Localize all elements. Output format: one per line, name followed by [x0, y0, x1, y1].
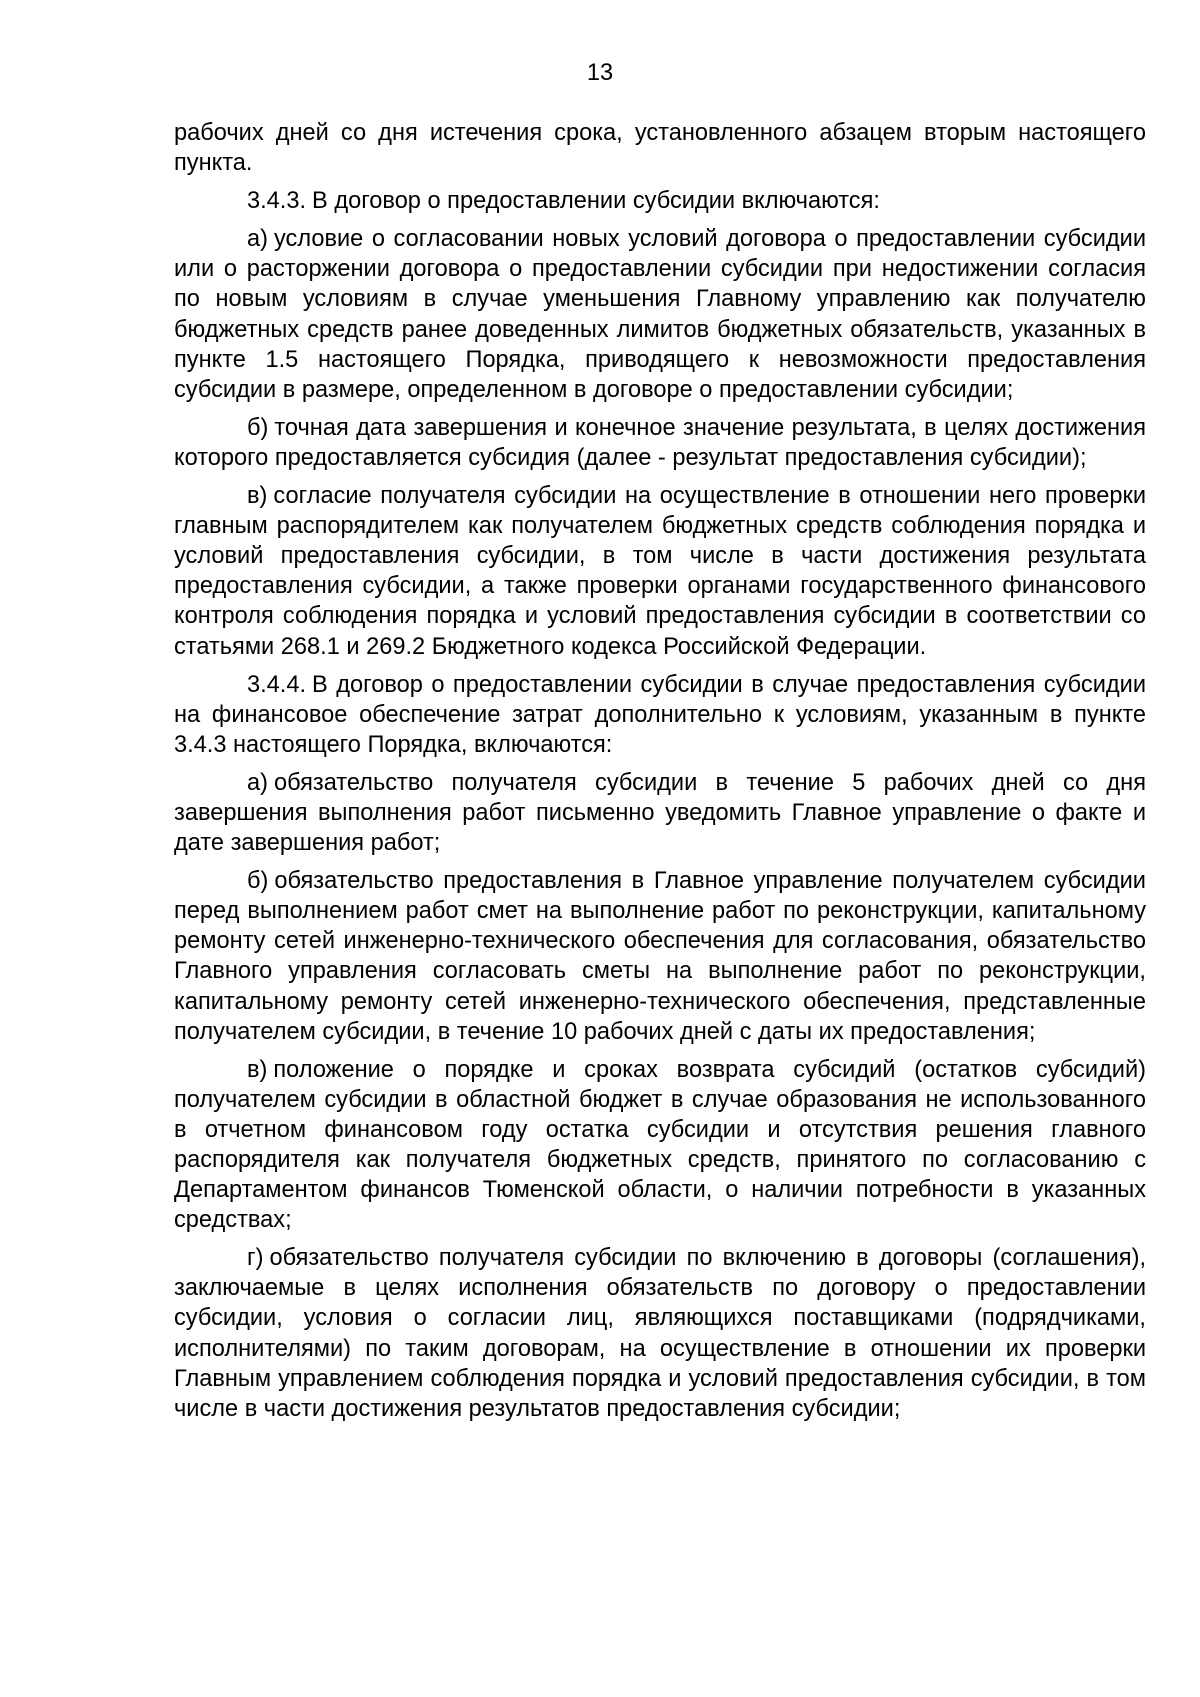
- paragraph-text: В договор о предоставлении субсидии включаются:: [312, 188, 880, 215]
- subclause-letter: б): [247, 414, 269, 441]
- subclause-letter: в): [247, 1056, 268, 1083]
- subclause-g: [174, 1243, 1146, 1424]
- subclause-b: [174, 413, 1146, 473]
- paragraph-text: обязательство предоставления в Главное управление получателем субсидии перед выполнением работ смет на выполнение работ по реконструкции, капитальному ремонту сетей инженерно-технического обеспечения для согласования, обязательство Главного управления согласовать сметы на выполнение работ по реконструкции, капитальному ремонту сетей инженерно-технического обеспечения, представленные получателем субсидии, в течение 10 рабочих дней с даты их предоставления;: [174, 868, 1146, 1045]
- subclause-letter: а): [247, 769, 268, 796]
- document-body: [174, 118, 1146, 1432]
- paragraph-continuation: [174, 118, 1146, 178]
- paragraph-text: В договор о предоставлении субсидии в случае предоставления субсидии на финансовое обеспечение затрат дополнительно к условиям, указанным в пункте 3.4.3 настоящего Порядка, включаются:: [174, 671, 1146, 758]
- paragraph-text: обязательство получателя субсидии в течение 5 рабочих дней со дня завершения выполнения работ письменно уведомить Главное управление о факте и дате завершения работ;: [174, 769, 1146, 857]
- paragraph-text: условие о согласовании новых условий договора о предоставлении субсидии или о расторжении договора о предоставлении субсидии при недостижении согласия по новым условиям в случае уменьшения Главному управлению как получателю бюджетных средств ранее доведенных лимитов бюджетных обязательств, указанных в пункте 1.5 настоящего Порядка, приводящего к невозможности предоставления субсидии в размере, определенном в договоре о предоставлении субсидии;: [174, 226, 1146, 403]
- subclause-letter: б): [247, 868, 269, 895]
- subclause-v: [174, 1055, 1146, 1236]
- subclause-b: [174, 866, 1146, 1047]
- subclause-letter: г): [247, 1245, 264, 1272]
- paragraph-text: положение о порядке и сроках возврата субсидий (остатков субсидий) получателем субсидии в областной бюджет в случае образования не использованного в отчетном финансовом году остатка субсидии и отсутствия решения главного распорядителя как получателя бюджетных средств, принятого по согласованию с Департаментом финансов Тюменской области, о наличии потребности в указанных средствах;: [174, 1056, 1146, 1234]
- clause-number: 3.4.4.: [247, 671, 307, 698]
- paragraph-text: согласие получателя субсидии на осуществление в отношении него проверки главным распорядителем как получателем бюджетных средств соблюдения порядка и условий предоставления субсидии, в том числе в части достижения результата предоставления субсидии, а также проверки органами государственного финансового контроля соблюдения порядка и условий предоставления субсидии в соответствии со статьями 268.1 и 269.2 Бюджетного кодекса Российской Федерации.: [174, 483, 1146, 660]
- subclause-a: [174, 224, 1146, 405]
- clause-number: 3.4.3.: [247, 188, 307, 215]
- clause-3-4-3: [174, 186, 1146, 216]
- paragraph-text: точная дата завершения и конечное значение результата, в целях достижения которого предоставляется субсидия (далее - результат предоставления субсидии);: [174, 414, 1146, 471]
- paragraph-text: рабочих дней со дня истечения срока, установленного абзацем вторым настоящего пункта.: [174, 120, 1146, 177]
- page-number: 13: [586, 60, 614, 86]
- clause-3-4-4: [174, 670, 1146, 760]
- subclause-v: [174, 481, 1146, 662]
- paragraph-text: обязательство получателя субсидии по включению в договоры (соглашения), заключаемые в целях исполнения обязательств по договору о предоставлении субсидии, условия о согласии лиц, являющихся поставщиками (подрядчиками, исполнителями) по таким договорам, на осуществление в отношении их проверки Главным управлением соблюдения порядка и условий предоставления субсидии, в том числе в части достижения результатов предоставления субсидии;: [174, 1245, 1146, 1422]
- subclause-letter: а): [247, 226, 268, 253]
- subclause-a: [174, 768, 1146, 858]
- subclause-letter: в): [247, 483, 268, 510]
